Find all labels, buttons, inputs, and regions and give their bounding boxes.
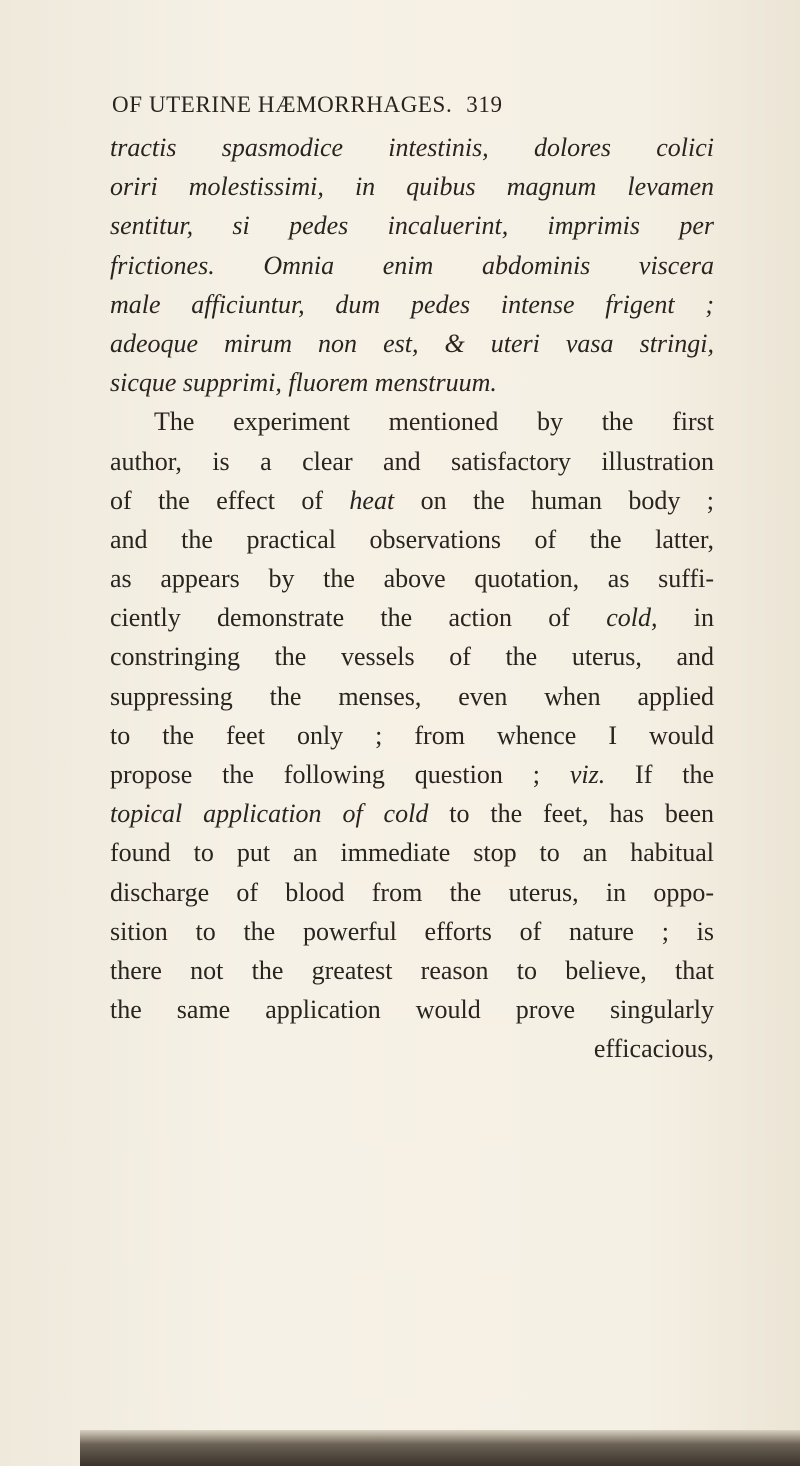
text-segment: on the human body ; [394, 485, 714, 515]
text-segment-italic: cold, [606, 603, 658, 633]
page-bottom-edge [80, 1430, 800, 1466]
text-line: to the feet only ; from whence I would [110, 720, 714, 750]
text-segment: ciently demonstrate the action of [110, 603, 607, 633]
text-line: sentitur, si pedes incaluerint, imprimis per [110, 211, 714, 241]
text-line: oriri molestissimi, in quibus magnum levamen [110, 172, 714, 202]
page-number: 319 [466, 92, 503, 117]
body-text [110, 128, 714, 1069]
catchword: efficacious, [593, 1034, 714, 1064]
text-line: sition to the powerful efforts of nature ; is [110, 916, 714, 946]
text-line: The experiment mentioned by the first [154, 407, 714, 437]
text-line: discharge of blood from the uterus, in oppo- [110, 877, 714, 907]
text-segment: of the effect of [110, 485, 350, 515]
text-segment: to the feet, has been [428, 799, 714, 829]
text-line: found to put an immediate stop to an habitual [110, 838, 714, 868]
text-segment: If the [605, 760, 714, 789]
text-line: adeoque mirum non est, & uteri vasa stringi, [110, 328, 714, 358]
text-line: and the practical observations of the latter, [110, 524, 714, 554]
text-line: frictiones. Omnia enim abdominis viscera [110, 250, 714, 280]
text-line [110, 481, 714, 520]
text-line: there not the greatest reason to believe, that [110, 955, 714, 985]
text-line: suppressing the menses, even when applied [110, 681, 714, 711]
text-line [110, 794, 714, 833]
text-segment-italic: topical application of cold [110, 799, 429, 829]
text-segment: propose the following question ; [110, 760, 570, 789]
text-segment: in [657, 603, 714, 633]
text-line: the same application would prove singularly [110, 995, 714, 1025]
text-segment-italic: heat [349, 485, 395, 515]
chapter-title: OF UTERINE HÆMORRHAGES. [112, 92, 453, 117]
text-line [110, 755, 714, 794]
text-line: as appears by the above quotation, as suffi- [110, 564, 714, 594]
text-line: sicque supprimi, fluorem menstruum. [110, 368, 497, 398]
text-line: tractis spasmodice intestinis, dolores colici [110, 133, 714, 162]
text-line: male afficiuntur, dum pedes intense frigent ; [110, 289, 714, 319]
running-header [112, 92, 712, 118]
text-line: constringing the vessels of the uterus, and [110, 642, 714, 672]
text-segment-italic: viz. [569, 760, 606, 789]
text-line: author, is a clear and satisfactory illustration [110, 446, 714, 476]
text-line [110, 598, 714, 637]
